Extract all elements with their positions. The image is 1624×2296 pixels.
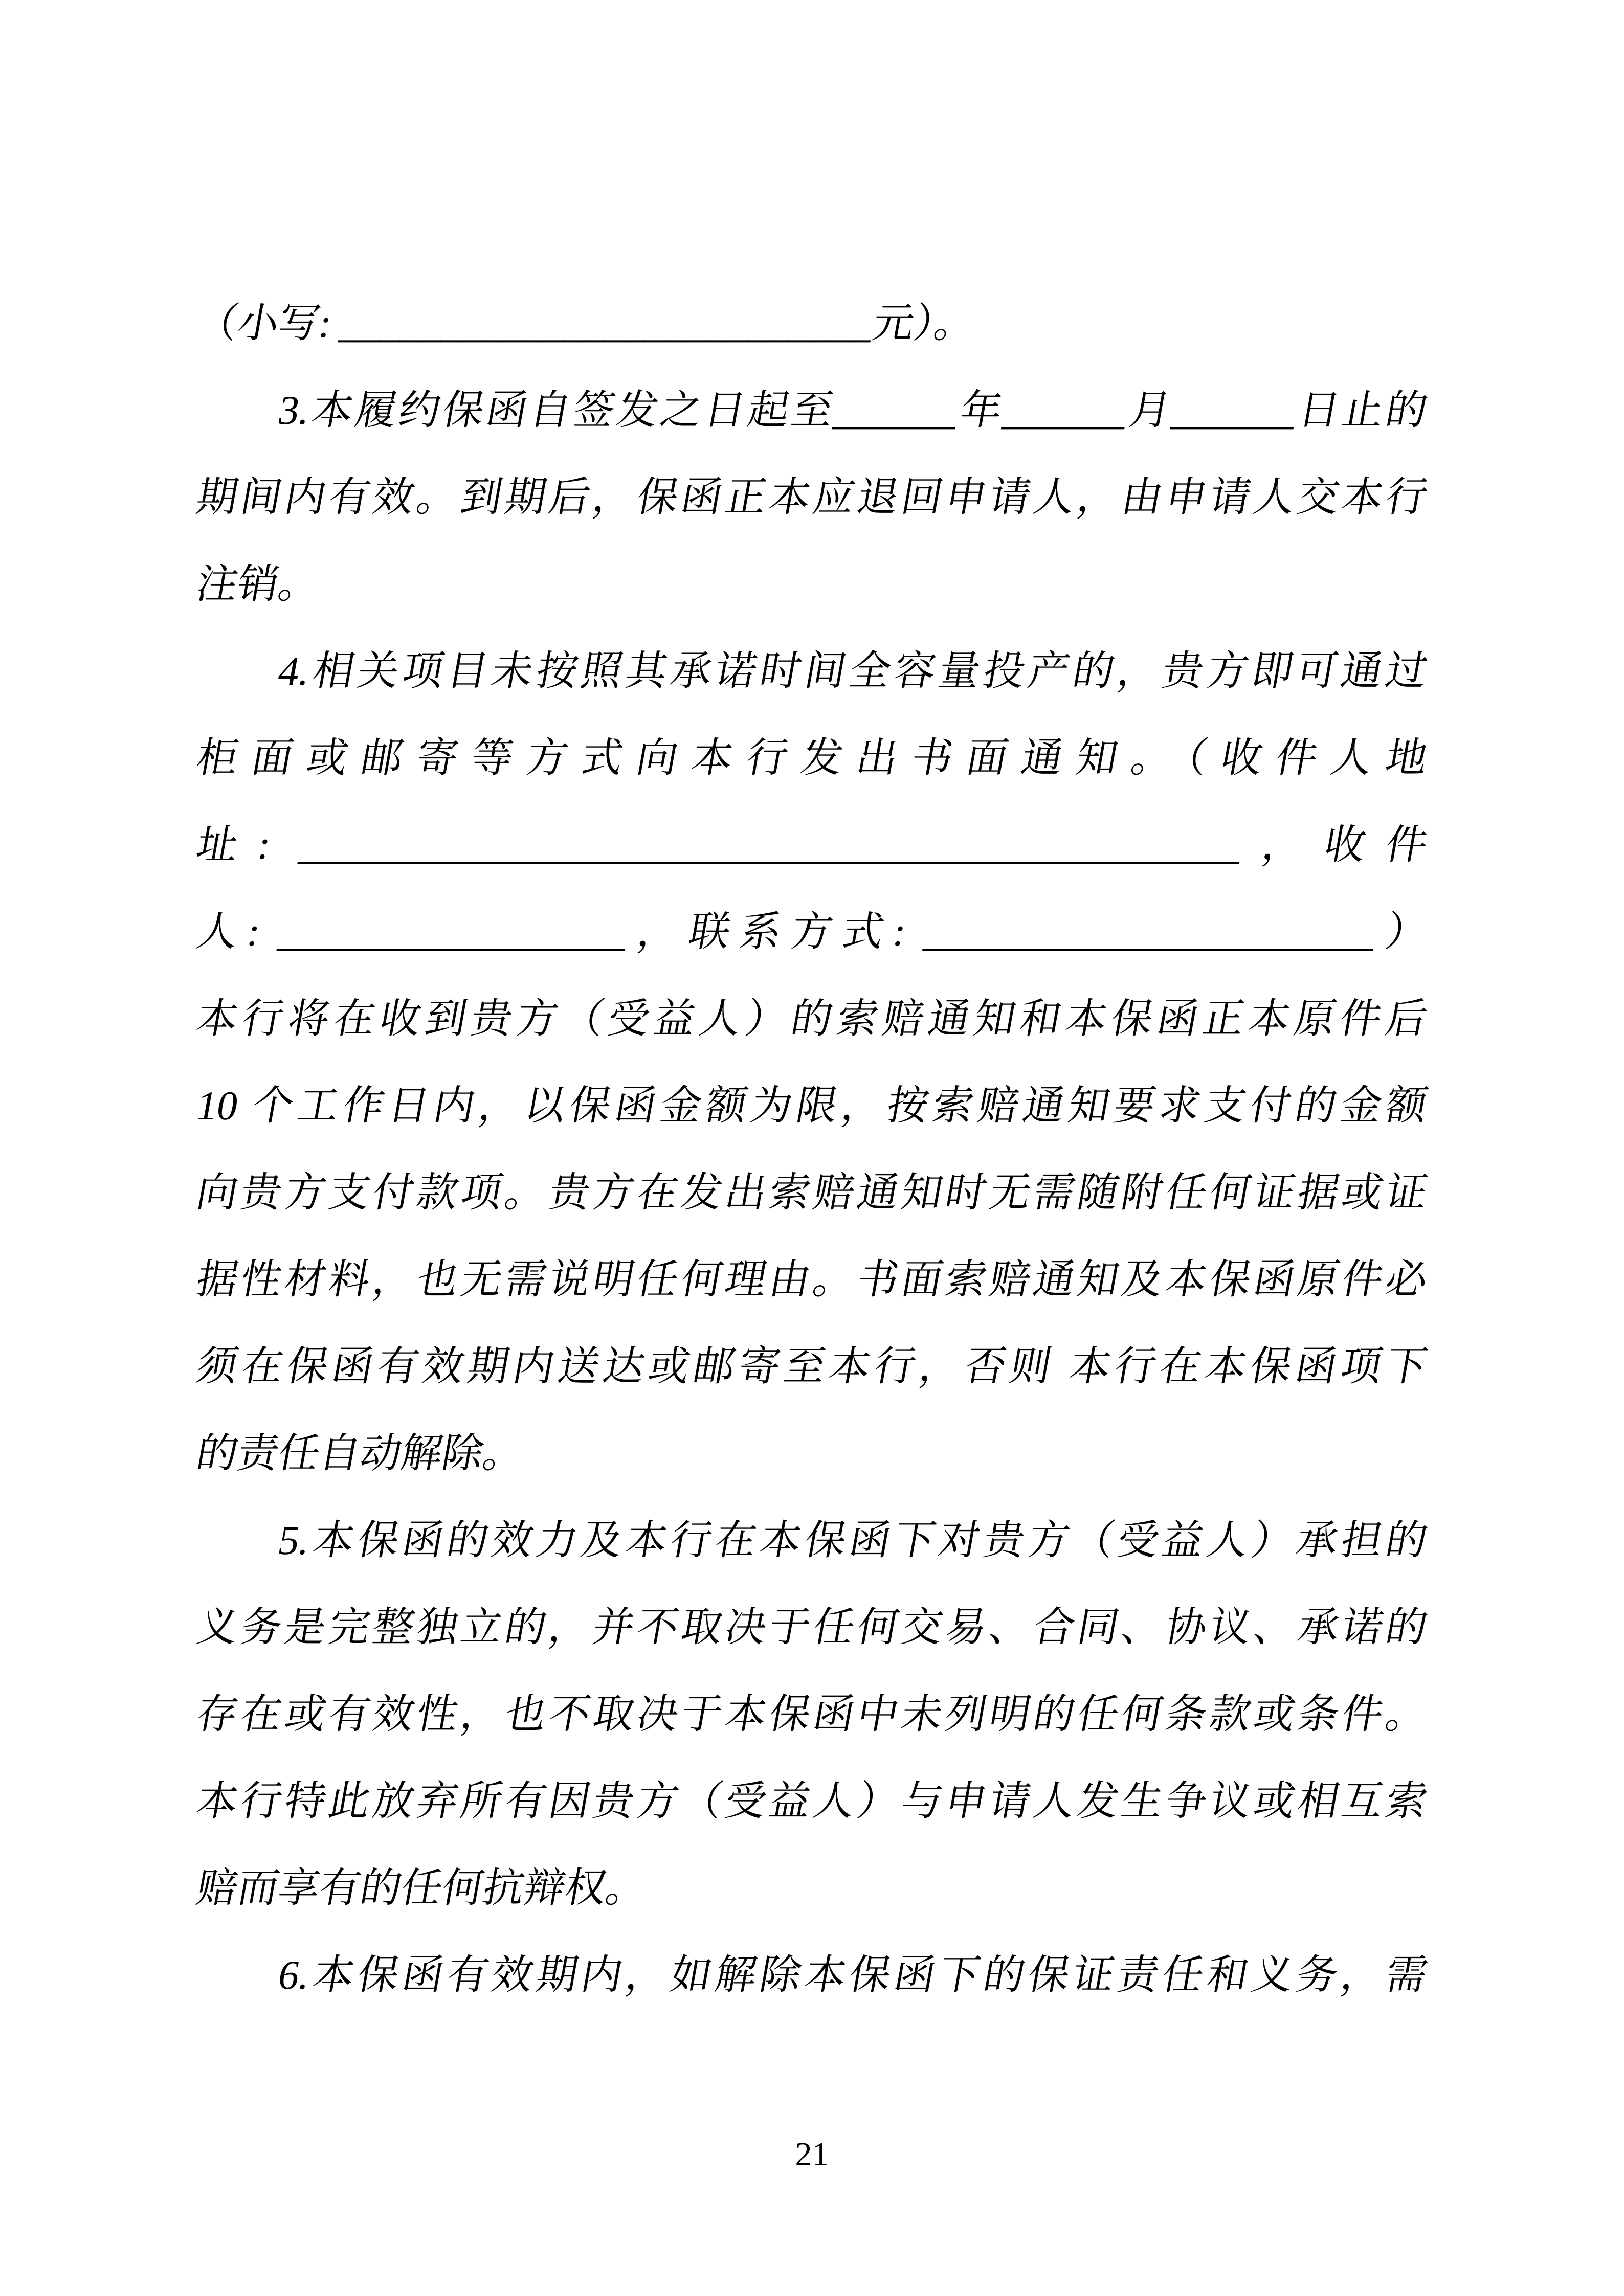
- clause-4-line-8: 据性材料，也无需说明任何理由。书面索赔通知及本保函原件必: [193, 1257, 1431, 1302]
- amount-in-figures-line: （小写: __________________________元）。: [193, 301, 980, 346]
- clause-3-line-3: 注销。: [193, 562, 324, 607]
- clause-5-line-4: 本行特此放弃所有因贵方（受益人）与申请人发生争议或相互索: [193, 1779, 1431, 1824]
- clause-6-line-1: 6.本保函有效期内，如解除本保函下的保证责任和义务，需: [275, 1953, 1431, 1998]
- clause-4-line-9: 须在保函有效期内送达或邮寄至本行，否则 本行在本保函项下: [193, 1344, 1431, 1389]
- clause-4-recipient-address-line: 址: ______________________________________________，收件: [193, 823, 1431, 868]
- clause-4-line-6: 10 个工作日内，以保函金额为限，按索赔通知要求支付的金额: [193, 1084, 1431, 1129]
- page-number: 21: [795, 2135, 829, 2173]
- clause-4-line-10: 的责任自动解除。: [193, 1431, 528, 1476]
- guarantee-letter-body: [193, 280, 1431, 2019]
- clause-4-line-2: 柜面或邮寄等方式向本行发出书面通知。（收件人地: [193, 736, 1431, 781]
- clause-4-recipient-contact-line: 人: _________________，联系方式: ______________________）: [193, 910, 1431, 955]
- clause-3-line-1: 3.本履约保函自签发之日起至______年______月______日止的: [275, 388, 1431, 433]
- clause-5-line-1: 5.本保函的效力及本行在本保函下对贵方（受益人）承担的: [275, 1518, 1431, 1563]
- clause-5-line-2: 义务是完整独立的，并不取决于任何交易、合同、协议、承诺的: [193, 1605, 1431, 1650]
- clause-5-line-5: 赔而享有的任何抗辩权。: [193, 1866, 651, 1911]
- clause-4-line-7: 向贵方支付款项。贵方在发出索赔通知时无需随附任何证据或证: [193, 1170, 1431, 1215]
- clause-3-line-2: 期间内有效。到期后，保函正本应退回申请人，由申请人交本行: [193, 475, 1431, 520]
- clause-4-line-5: 本行将在收到贵方（受益人）的索赔通知和本保函正本原件后: [193, 997, 1431, 1042]
- clause-5-line-3: 存在或有效性，也不取决于本保函中未列明的任何条款或条件。: [193, 1692, 1431, 1737]
- clause-4-line-1: 4.相关项目未按照其承诺时间全容量投产的，贵方即可通过: [275, 649, 1431, 694]
